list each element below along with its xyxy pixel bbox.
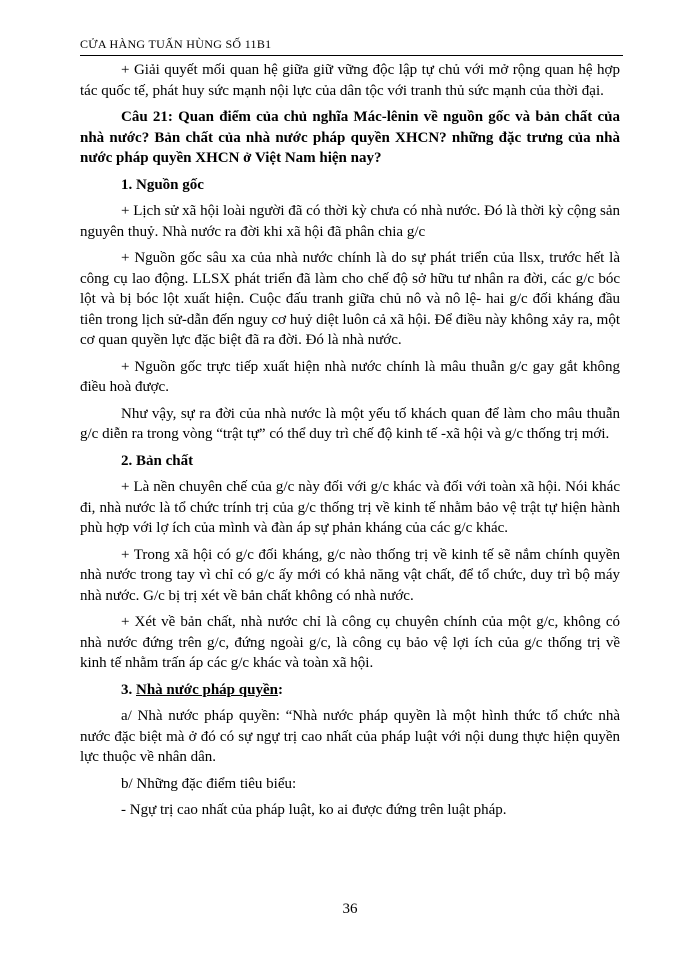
paragraph: + Lịch sử xã hội loài người đã có thời kỳ chưa có nhà nước. Đó là thời kỳ cộng sản nguyên thuỷ. Nhà nước ra đời khi xã hội đã phân chia g/c	[80, 203, 620, 240]
header-divider	[80, 55, 623, 56]
section-colon: :	[277, 681, 283, 698]
paragraph: a/ Nhà nước pháp quyền: “Nhà nước pháp quyền là một hình thức tổ chức nhà nước đặc biệt mà ở đó có sự ngự trị cao nhất của pháp luật với nội dung thực hiện quyền lực thuộc về nhân dân.	[80, 708, 620, 765]
paragraph: + Nguồn gốc trực tiếp xuất hiện nhà nước chính là mâu thuẫn g/c gay gắt không điều hoà được.	[80, 358, 620, 395]
document-body	[80, 60, 620, 827]
paragraph: + Giải quyết mối quan hệ giữa giữ vững độc lập tự chủ với mở rộng quan hệ hợp tác quốc tế, phát huy sức mạnh nội lực của dân tộc với tranh thủ sức mạnh của thời đại.	[80, 62, 620, 99]
paragraph: + Nguồn gốc sâu xa của nhà nước chính là do sự phát triển của llsx, trước hết là công cụ lao động. LLSX phát triển đã làm cho chế độ sở hữu tư nhân ra đời, các g/c bóc lột và bị bóc lột xuất hiện. Cuộc đấu tranh giữa chủ nô và nô lệ- hai g/c đối kháng đầu tiên trong lịch sử-dẫn đến nguy cơ huỷ diệt luôn cả xã hội. Để điều này không xảy ra, một cơ quan quyền lực đặc biệt đã ra đời. Đó là nhà nước.	[80, 250, 620, 348]
page-header: CỬA HÀNG TUẤN HÙNG SỐ 11B1	[80, 37, 272, 51]
paragraph: + Xét về bản chất, nhà nước chỉ là công cụ chuyên chính của một g/c, không có nhà nước đứng trên g/c, đứng ngoài g/c, là công cụ bảo vệ lợi ích của g/c thống trị về kinh tế nhằm trấn áp các g/c khác và toàn xã hội.	[80, 614, 620, 671]
section-number: 3.	[121, 681, 136, 698]
page-number: 36	[342, 901, 358, 917]
paragraph: b/ Những đặc điểm tiêu biểu:	[121, 775, 297, 792]
question-heading: Câu 21: Quan điểm của chủ nghĩa Mác-lênin về nguồn gốc và bản chất của nhà nước? Bản chất của nhà nước pháp quyền XHCN? những đặc trưng của nhà nước pháp quyền XHCN ở Việt Nam hiện nay?	[80, 109, 620, 166]
section-title: Nhà nước pháp quyền	[136, 681, 278, 698]
paragraph: + Là nền chuyên chế của g/c này đối với g/c khác và đối với toàn xã hội. Nói khác đi, nhà nước là tổ chức trính trị của g/c thống trị về kinh tế nhằm bảo vệ trật tự hiện hành phù hợp với lợ ích của mình và đàn áp sự phản kháng của các g/c khác.	[80, 479, 620, 536]
paragraph: - Ngự trị cao nhất của pháp luật, ko ai được đứng trên luật pháp.	[121, 802, 507, 818]
section-heading-nature: 2. Bản chất	[121, 452, 194, 469]
section-heading-origin: 1. Nguồn gốc	[121, 176, 204, 193]
paragraph: Như vậy, sự ra đời của nhà nước là một yếu tố khách quan để làm cho mâu thuẫn g/c diễn ra trong vòng “trật tự” có thể duy trì chế độ kinh tế -xã hội và g/c thống trị mới.	[80, 405, 620, 442]
section-heading-rule-of-law	[80, 680, 620, 701]
paragraph: + Trong xã hội có g/c đối kháng, g/c nào thống trị về kinh tế sẽ nắm chính quyền nhà nước trong tay vì chỉ có g/c ấy mới có khả năng vật chất, để tổ chức, duy trì bộ máy nhà nước. G/c bị trị xét về bản chất không có nhà nước.	[80, 546, 620, 604]
